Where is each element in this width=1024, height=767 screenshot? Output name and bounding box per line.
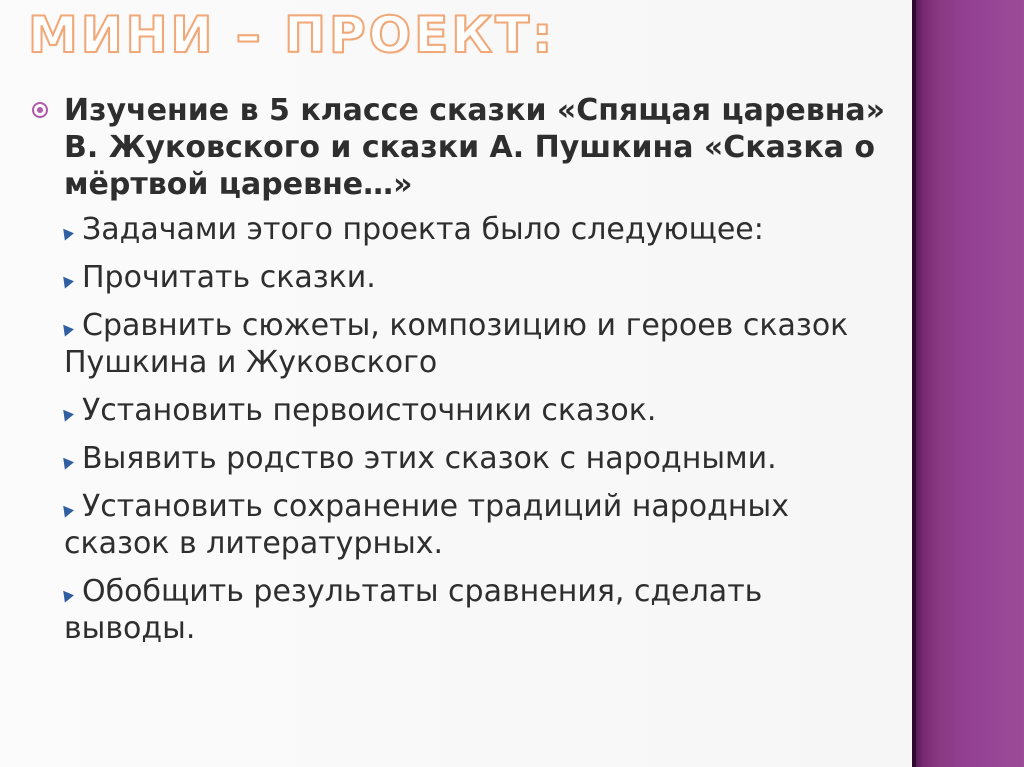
arrow-icon <box>63 227 75 240</box>
sub-bullet-text: Задачами этого проекта было следующее: <box>82 212 764 247</box>
arrow-icon <box>63 589 75 602</box>
sub-bullet-text: Обобщить результаты сравнения, сделать выводы. <box>64 574 763 646</box>
sub-bullet-item <box>64 488 894 562</box>
sub-bullet-text: Прочитать сказки. <box>82 260 376 295</box>
sub-bullet-item <box>64 573 894 647</box>
target-icon <box>32 102 48 118</box>
sub-bullet-text: Сравнить сюжеты, композицию и героев сказок Пушкина и Жуковского <box>64 308 849 380</box>
main-bullet-text: Изучение в 5 классе сказки «Спящая царевна» В. Жуковского и сказки А. Пушкина «Сказка о мёртвой царевне…» <box>64 93 886 202</box>
sub-bullet-item <box>64 392 894 429</box>
slide-title: МИНИ – ПРОЕКТ: <box>28 6 556 64</box>
arrow-icon <box>63 456 75 469</box>
sub-bullet-text: Установить первоисточники сказок. <box>82 393 657 428</box>
main-bullet-point <box>64 92 894 203</box>
sub-bullet-item <box>64 259 894 296</box>
sub-bullet-item <box>64 440 894 477</box>
slide-content <box>64 92 894 658</box>
arrow-icon <box>63 408 75 421</box>
sub-bullet-item <box>64 307 894 381</box>
arrow-icon <box>63 504 75 517</box>
sub-bullet-text: Выявить родство этих сказок с народными. <box>82 441 777 476</box>
arrow-icon <box>63 275 75 288</box>
side-decoration-band <box>912 0 1024 767</box>
sub-bullet-text: Установить сохранение традиций народных сказок в литературных. <box>64 489 789 561</box>
arrow-icon <box>63 323 75 336</box>
sub-bullet-item <box>64 211 894 248</box>
